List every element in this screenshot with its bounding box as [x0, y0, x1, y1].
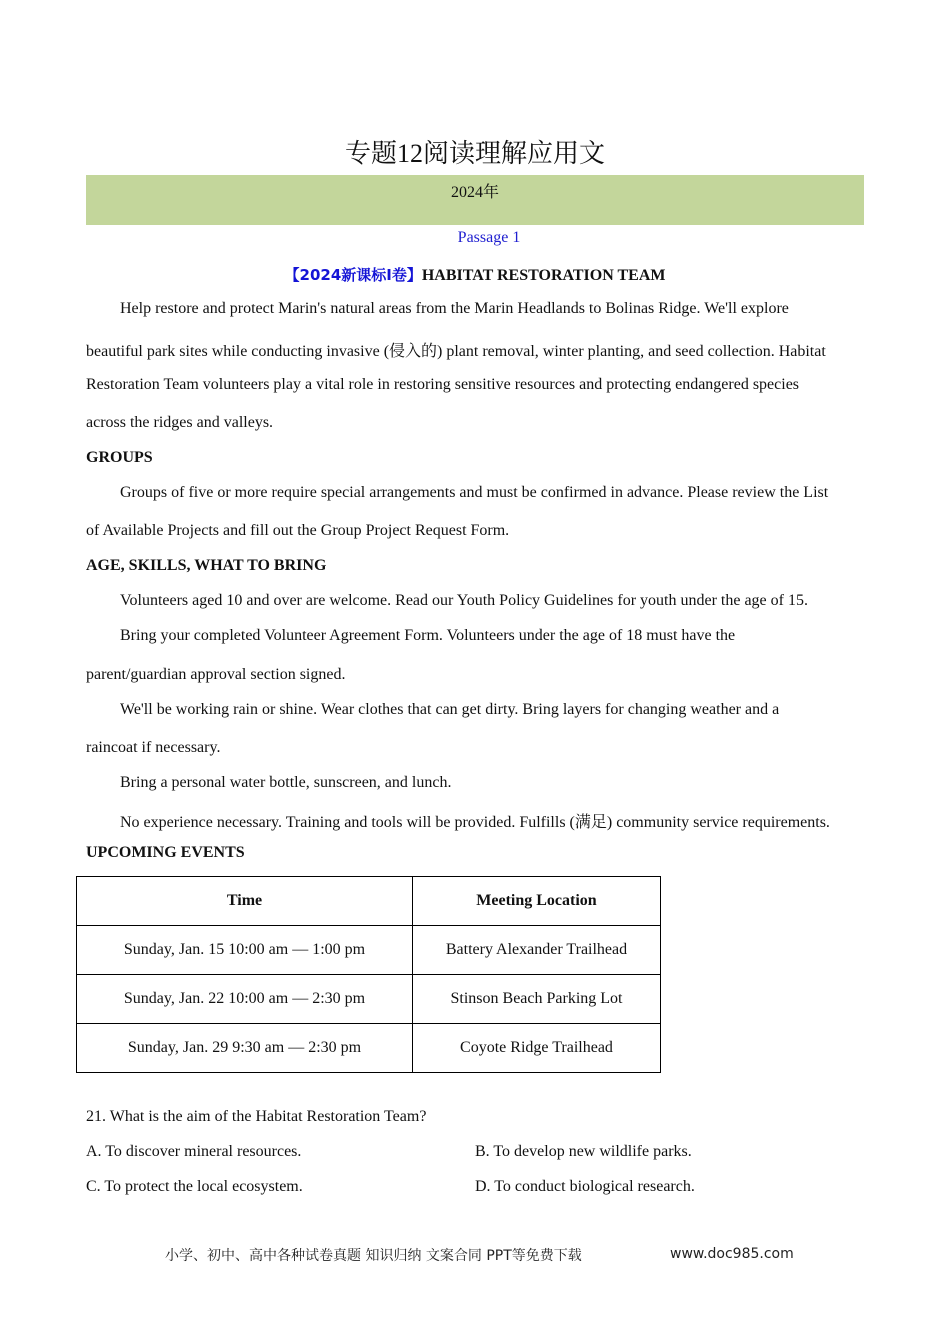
- question-stem: 21. What is the aim of the Habitat Restoration Team?: [86, 1108, 427, 1125]
- passage-heading: [0, 264, 950, 285]
- year-label: 2024年: [450, 184, 499, 201]
- table-row: [77, 975, 661, 1024]
- footer-text: 小学、初中、高中各种试卷真题 知识归纳 文案合同 PPT等免费下载: [165, 1248, 582, 1264]
- time-cell: Sunday, Jan. 22 10:00 am — 2:30 pm: [77, 975, 413, 1024]
- option-b: B. To develop new wildlife parks.: [475, 1143, 692, 1160]
- column-header: Time: [77, 877, 413, 926]
- paragraph-line: Bring a personal water bottle, sunscreen, and lunch.: [120, 774, 452, 791]
- paragraph-line: Bring your completed Volunteer Agreement Form. Volunteers under the age of 18 must have the: [120, 627, 736, 644]
- paragraph-line: raincoat if necessary.: [86, 739, 221, 756]
- paragraph-line: parent/guardian approval section signed.: [86, 666, 346, 683]
- option-d: D. To conduct biological research.: [475, 1178, 695, 1195]
- paragraph-line: across the ridges and valleys.: [86, 414, 274, 431]
- paragraph-line: No experience necessary. Training and tools will be provided. Fulfills (满足) community service requirements.: [120, 814, 830, 831]
- time-cell: Sunday, Jan. 29 9:30 am — 2:30 pm: [77, 1024, 413, 1073]
- location-cell: Coyote Ridge Trailhead: [413, 1024, 661, 1073]
- passage-label: Passage 1: [457, 229, 521, 246]
- option-a: A. To discover mineral resources.: [86, 1143, 302, 1160]
- location-cell: Battery Alexander Trailhead: [413, 926, 661, 975]
- heading-title: HABITAT RESTORATION TEAM: [421, 267, 666, 284]
- table-header-row: [77, 877, 661, 926]
- option-c: C. To protect the local ecosystem.: [86, 1178, 303, 1195]
- paragraph-line: Volunteers aged 10 and over are welcome. Read our Youth Policy Guidelines for youth under the age of 15.: [120, 592, 808, 609]
- paragraph-line: of Available Projects and fill out the Group Project Request Form.: [86, 522, 510, 539]
- column-header: Meeting Location: [413, 877, 661, 926]
- section-heading: GROUPS: [86, 449, 153, 466]
- year-band: [86, 175, 864, 225]
- paragraph-line: Restoration Team volunteers play a vital role in restoring sensitive resources and protecting endangered species: [86, 376, 800, 393]
- table-row: [77, 926, 661, 975]
- section-heading: AGE, SKILLS, WHAT TO BRING: [86, 557, 327, 574]
- events-table: [76, 876, 661, 1073]
- document-title: 专题12阅读理解应用文: [344, 139, 605, 168]
- location-cell: Stinson Beach Parking Lot: [413, 975, 661, 1024]
- paragraph-line: beautiful park sites while conducting invasive (侵入的) plant removal, winter planting, and seed collection. Habitat: [86, 343, 826, 360]
- paragraph-line: Groups of five or more require special arrangements and must be confirmed in advance. Please review the List: [120, 484, 829, 501]
- footer-url[interactable]: www.doc985.com: [670, 1246, 794, 1262]
- table-row: [77, 1024, 661, 1073]
- paragraph-line: We'll be working rain or shine. Wear clothes that can get dirty. Bring layers for changing weather and a: [120, 701, 780, 718]
- exam-tag: 【2024新课标Ⅰ卷】: [284, 266, 422, 284]
- paragraph-line: Help restore and protect Marin's natural areas from the Marin Headlands to Bolinas Ridge. We'll explore: [120, 300, 789, 317]
- section-heading: UPCOMING EVENTS: [86, 844, 245, 861]
- time-cell: Sunday, Jan. 15 10:00 am — 1:00 pm: [77, 926, 413, 975]
